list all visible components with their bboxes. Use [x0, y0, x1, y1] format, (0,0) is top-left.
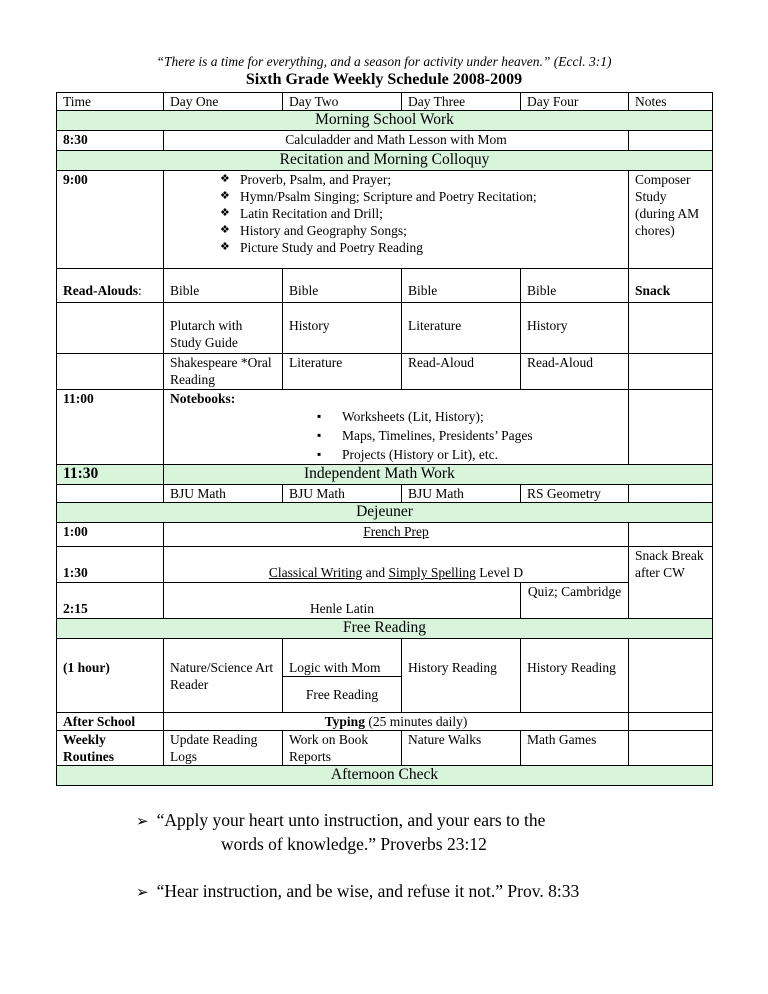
readalouds-label: Read-Alouds — [63, 283, 139, 298]
list-item: ❖ History and Geography Songs; — [220, 222, 622, 239]
day-cell: Read-Aloud — [402, 354, 521, 390]
arrow-bullet-icon: ➢ — [136, 814, 149, 830]
notes-cell — [629, 303, 713, 354]
time-cell: 2:15 — [57, 583, 164, 619]
notes-cell — [629, 731, 713, 766]
header-cell: Day One — [164, 93, 283, 111]
time-cell: 1:00 — [57, 523, 164, 547]
day-cell: Bible — [402, 269, 521, 303]
day-cell: Nature Walks — [402, 731, 521, 766]
day-cell: RS Geometry — [521, 485, 629, 503]
header-row — [57, 93, 713, 111]
time-cell — [57, 303, 164, 354]
quote-proverbs — [136, 810, 545, 831]
day-cell: Read-Aloud — [521, 354, 629, 390]
quote-text: words of knowledge.” Proverbs 23:12 — [221, 834, 487, 854]
time-cell — [57, 269, 164, 303]
notes-cell — [629, 390, 713, 465]
list-item: ❖ Hymn/Psalm Singing; Scripture and Poetry Recitation; — [220, 188, 622, 205]
quote-text: “Hear instruction, and be wise, and refuse it not.” Prov. 8:33 — [156, 881, 580, 901]
notes-cell: Composer Study (during AM chores) — [629, 171, 713, 269]
notes-cell: Snack — [629, 269, 713, 303]
header-quote: “There is a time for everything, and a season for activity under heaven.” (Eccl. 3:1) — [156, 54, 612, 69]
list-item: ▪ Worksheets (Lit, History); — [317, 407, 622, 426]
time-cell: (1 hour) — [57, 639, 164, 713]
day-cell: Literature — [283, 354, 402, 390]
activity-cell: French Prep — [164, 523, 629, 547]
notes-cell — [629, 713, 713, 731]
time-cell: 11:00 — [57, 390, 164, 465]
notes-cell — [629, 523, 713, 547]
list-item: ❖ Picture Study and Poetry Reading — [220, 239, 622, 256]
header-cell: Day Three — [402, 93, 521, 111]
quote-text: “Apply your heart unto instruction, and your ears to the — [156, 810, 546, 830]
section-band-free-reading: Free Reading — [57, 619, 713, 639]
classical-writing-text: Classical Writing — [268, 565, 363, 580]
notes-cell — [629, 354, 713, 390]
time-cell — [57, 354, 164, 390]
day-cell: Math Games — [521, 731, 629, 766]
section-band-afternoon-check: Afternoon Check — [57, 766, 713, 786]
time-cell: 8:30 — [57, 131, 164, 151]
day-cell: History Reading — [402, 639, 521, 713]
activity-cell — [164, 547, 629, 583]
notes-cell — [629, 639, 713, 713]
day-cell: History — [283, 303, 402, 354]
day-cell: Update Reading Logs — [164, 731, 283, 766]
header-cell: Day Two — [283, 93, 402, 111]
time-cell: 9:00 — [57, 171, 164, 269]
section-band-recitation: Recitation and Morning Colloquy — [57, 151, 713, 171]
activity-cell — [164, 713, 629, 731]
time-cell: Weekly Routines — [57, 731, 164, 766]
time-cell: After School — [57, 713, 164, 731]
notebooks-label: Notebooks: — [170, 391, 236, 406]
day-cell: BJU Math — [283, 485, 402, 503]
list-item: ❖ Latin Recitation and Drill; — [220, 205, 622, 222]
typing-label: Typing — [324, 714, 365, 729]
time-cell: 11:30 — [57, 465, 164, 485]
readalouds-colon: : — [138, 283, 142, 298]
recitation-list — [170, 171, 622, 256]
time-cell: 1:30 — [57, 547, 164, 583]
day-cell: Quiz; Cambridge — [521, 583, 629, 619]
activity-cell: Henle Latin — [164, 583, 521, 619]
day-cell: Bible — [521, 269, 629, 303]
activity-cell: Calculadder and Math Lesson with Mom — [164, 131, 629, 151]
day-cell: Nature/Science Art Reader — [164, 639, 283, 713]
day-cell: History Reading — [521, 639, 629, 713]
notebooks-list — [170, 407, 622, 464]
header-cell: Day Four — [521, 93, 629, 111]
day-cell: Bible — [164, 269, 283, 303]
recitation-list-cell — [164, 171, 629, 269]
day-cell: History — [521, 303, 629, 354]
time-cell — [57, 485, 164, 503]
typing-duration: (25 minutes daily) — [364, 714, 468, 729]
notes-cell — [629, 131, 713, 151]
and-text: and — [362, 565, 389, 580]
page-title: Sixth Grade Weekly Schedule 2008-2009 — [245, 71, 523, 88]
day-cell: BJU Math — [164, 485, 283, 503]
simply-spelling-text: Simply Spelling — [388, 565, 476, 580]
level-text: Level D — [475, 565, 524, 580]
list-item: ▪ Maps, Timelines, Presidents’ Pages — [317, 426, 622, 445]
list-item: ❖ Proverb, Psalm, and Prayer; — [220, 171, 622, 188]
section-band-morning: Morning School Work — [57, 111, 713, 131]
arrow-bullet-icon: ➢ — [136, 885, 149, 901]
section-band-math: Independent Math Work — [164, 465, 713, 485]
day-cell: Work on Book Reports — [283, 731, 402, 766]
header-cell: Time — [57, 93, 164, 111]
header-cell: Notes — [629, 93, 713, 111]
day-cell: Shakespeare *Oral Reading — [164, 354, 283, 390]
quote-prov-8-33 — [136, 881, 579, 902]
day-cell: Free Reading — [283, 677, 402, 713]
schedule-table — [56, 92, 713, 786]
day-cell: Logic with Mom — [283, 639, 402, 677]
day-cell: Literature — [402, 303, 521, 354]
day-cell: Bible — [283, 269, 402, 303]
day-cell: Plutarch with Study Guide — [164, 303, 283, 354]
notes-cell — [629, 485, 713, 503]
notebooks-cell — [164, 390, 629, 465]
section-band-dejeuner: Dejeuner — [57, 503, 713, 523]
list-item: ▪ Projects (History or Lit), etc. — [317, 445, 622, 464]
notes-cell: Snack Break after CW — [629, 547, 713, 619]
day-cell: BJU Math — [402, 485, 521, 503]
